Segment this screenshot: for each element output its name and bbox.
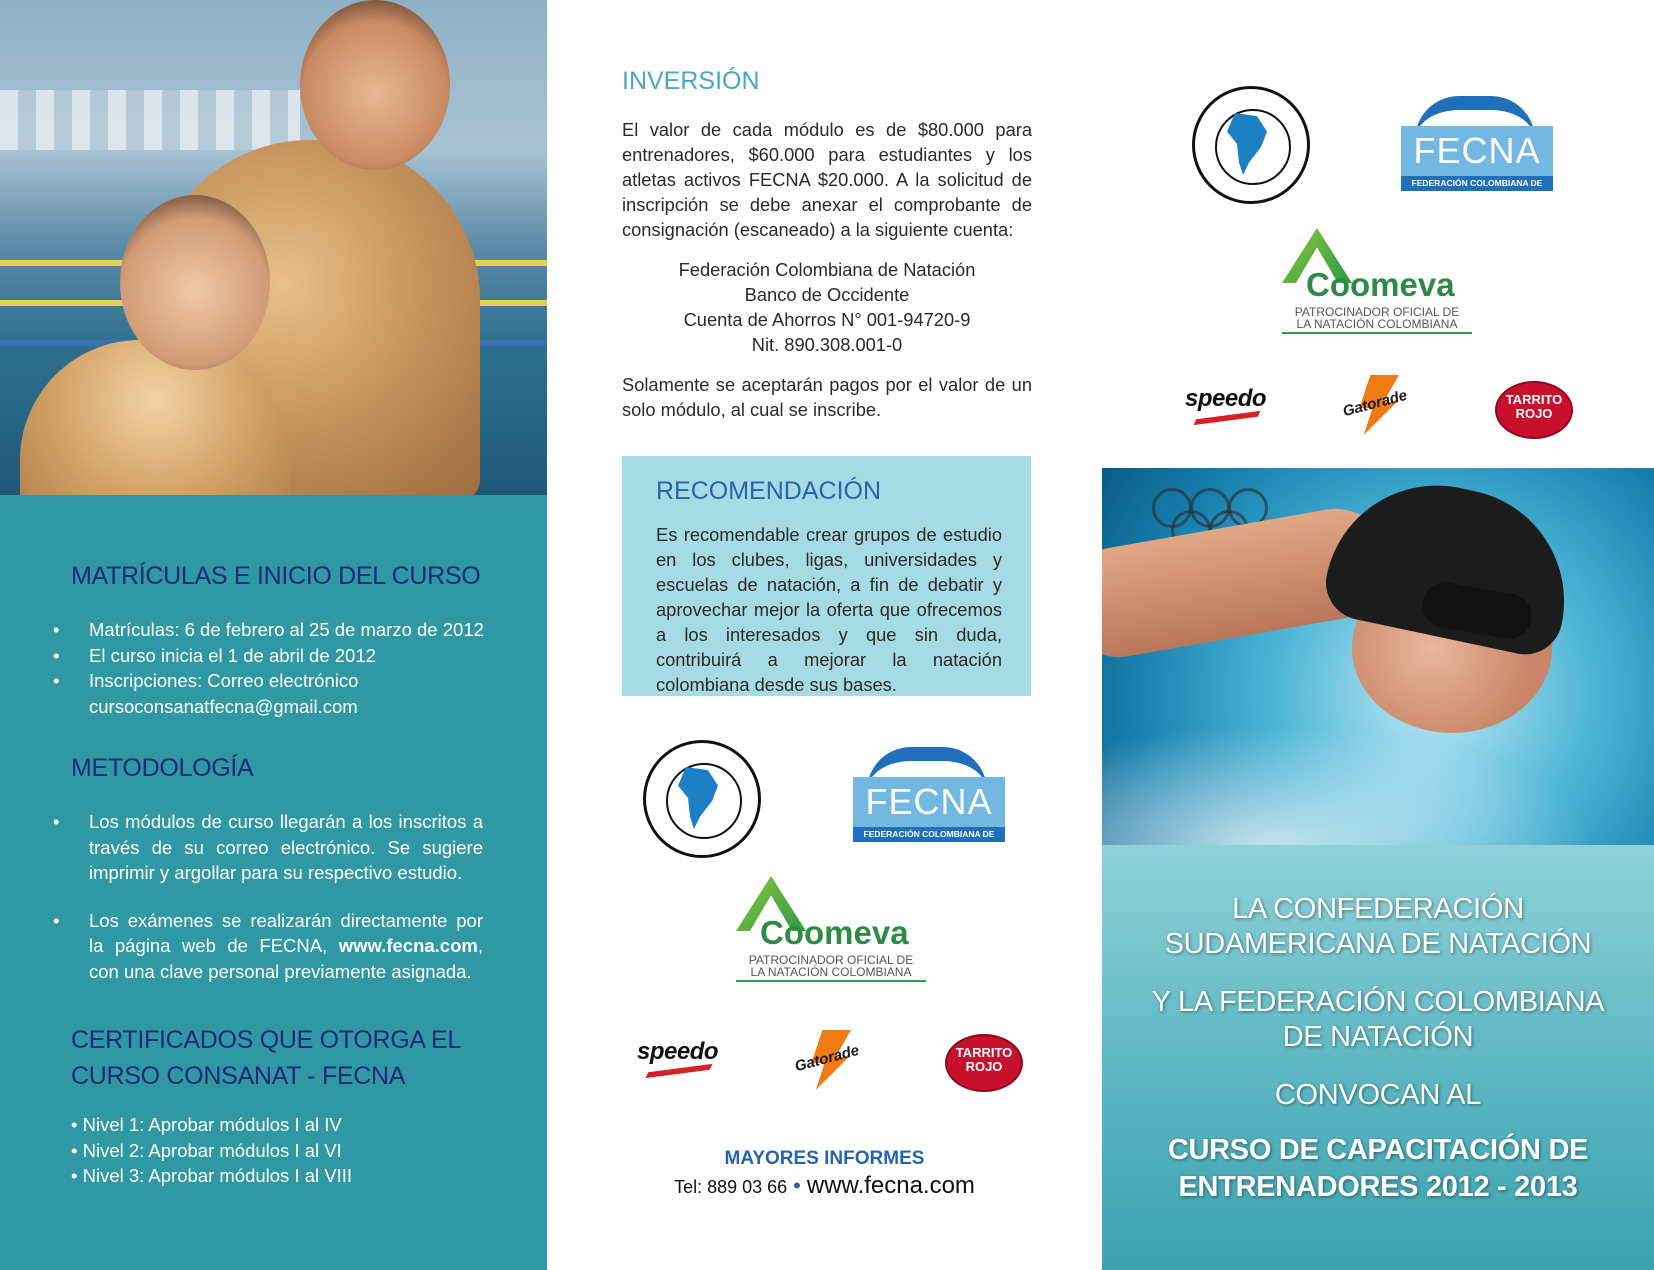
website-link[interactable]: www.fecna.com (806, 1172, 975, 1199)
list-item: • Nivel 2: Aprobar módulos I al VI (71, 1139, 342, 1161)
tarrito-rojo-logo: TARRITO ROJO (1495, 381, 1573, 439)
mayores-informes-heading: MAYORES INFORMES (724, 1148, 925, 1169)
list-item: • Nivel 1: Aprobar módulos I al IV (71, 1114, 342, 1135)
speedo-logo: speedo (1185, 385, 1266, 421)
certificados-heading: CERTIFICADOS QUE OTORGA EL CURSO CONSANAT - FECNA (71, 1026, 461, 1090)
title-line: CONVOCAN AL (1274, 1079, 1482, 1111)
tarrito-rojo-logo: TARRITO ROJO (945, 1034, 1023, 1092)
title-line: LA CONFEDERACIÓN (1232, 893, 1524, 925)
consanat-logo (643, 740, 761, 858)
matriculas-list (53, 617, 491, 719)
list-item: • Los exámenes se realizarán directamente por la página web de FECNA, www.fecna.com, con una clave personal previamente asignada. (53, 909, 483, 982)
phone-number: Tel: 889 03 66 (674, 1177, 788, 1197)
list-item: • El curso inicia el 1 de abril de 2012 (53, 644, 376, 666)
swimmer-head (120, 195, 270, 370)
metodologia-heading: METODOLOGÍA (71, 754, 254, 782)
recomendacion-heading: RECOMENDACIÓN (656, 477, 882, 505)
contact-line: Tel: 889 03 66 • www.fecna.com (674, 1172, 975, 1199)
swimmer-head (300, 0, 450, 170)
bank-account-info: Federación Colombiana de Natación Banco de Occidente Cuenta de Ahorros N° 001-94720-9 Nit. 890.308.001-0 (678, 259, 976, 355)
matriculas-heading: MATRÍCULAS E INICIO DEL CURSO (71, 562, 481, 590)
fecna-web-link[interactable]: www.fecna.com (338, 935, 478, 956)
title-line: DE NATACIÓN (1282, 1021, 1474, 1053)
title-line: Y LA FEDERACIÓN COLOMBIANA (1151, 986, 1605, 1018)
coomeva-logo: Coomeva PATROCINADOR OFICIAL DE LA NATACIÓN COLOMBIANA (1282, 228, 1472, 338)
course-title: CURSO DE CAPACITACIÓN DE (1167, 1134, 1589, 1166)
inversion-text: El valor de cada módulo es de $80.000 para entrenadores, $60.000 para estudiantes y los atletas activos FECNA $20.000. A la solicitud de inscripción se debe anexar el comprobante de consignación (escaneado) a la siguiente cuenta: (622, 119, 1032, 240)
coomeva-logo: Coomeva PATROCINADOR OFICIAL DE LA NATACIÓN COLOMBIANA (736, 876, 926, 986)
list-item: • Los módulos de curso llegarán a los inscritos a través de su correo electrónico. Se sugiere imprimir y argollar para su respectivo estudio. (53, 811, 483, 883)
fecna-logo: FECNA FEDERACIÓN COLOMBIANA DE NATACIÓN (845, 747, 1005, 843)
certificados-list (71, 1112, 491, 1189)
list-item: • Nivel 3: Aprobar módulos I al VIII (71, 1165, 353, 1186)
list-item: • Matrículas: 6 de febrero al 25 de marzo de 2012 (53, 619, 484, 640)
list-item: • Inscripciones: Correo electrónico (53, 670, 359, 691)
fecna-logo: FECNA FEDERACIÓN COLOMBIANA DE NATACIÓN (1393, 96, 1553, 192)
pool-flags (0, 90, 300, 150)
metodologia-list (53, 809, 483, 984)
freestyle-swimmer-photo (1102, 468, 1654, 845)
recomendacion-text: Es recomendable crear grupos de estudio en los clubes, ligas, universidades y escuelas de natación, a fin de debatir y aprovechar mejor la oferta que ofrecemos a los interesados y que sin duda, contribuirá a mejorar la natación colombiana desde sus bases. (656, 524, 1002, 695)
title-line: SUDAMERICANA DE NATACIÓN (1164, 928, 1592, 960)
synchronized-swimmers-photo (0, 0, 547, 495)
course-title: ENTRENADORES 2012 - 2013 (1178, 1171, 1578, 1203)
inversion-heading: INVERSIÓN (622, 67, 760, 95)
email-link[interactable]: cursoconsanatfecna@gmail.com (89, 695, 358, 717)
speedo-logo: speedo (637, 1038, 718, 1074)
gatorade-logo: Gatorade (787, 1030, 867, 1090)
gatorade-logo: Gatorade (1335, 375, 1415, 435)
consanat-logo (1192, 86, 1310, 204)
water-splash (1102, 705, 1654, 845)
payment-note: Solamente se aceptarán pagos por el valor de un solo módulo, al cual se inscribe. (622, 374, 1032, 420)
